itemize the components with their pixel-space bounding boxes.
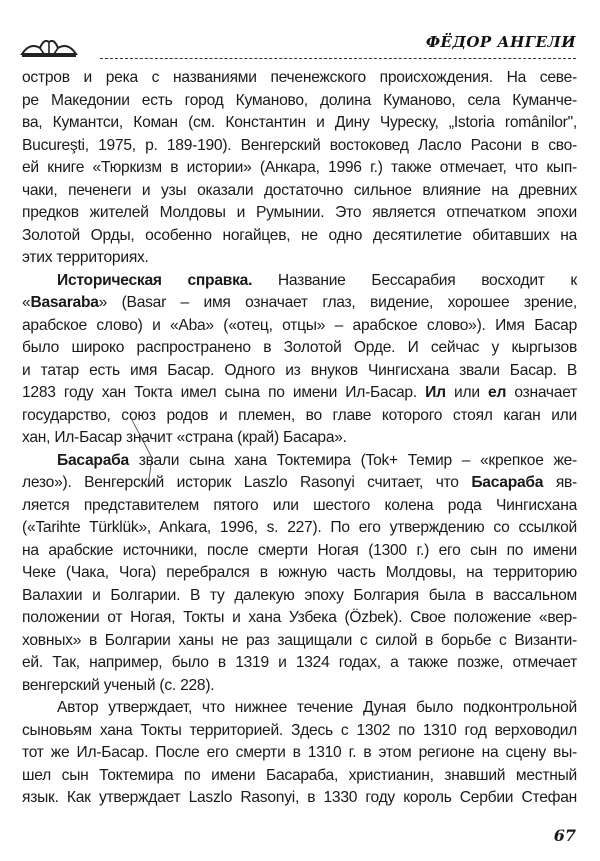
text-segment: 1283 году хан Токта имел сына по имени Ил-Басар. xyxy=(22,384,426,401)
text-segment: остров и река с названиями печенежского происхождения. На севе- xyxy=(22,69,577,86)
text-segment: язык. Как утверждает Laszlo Rasonyi, в 1330 году король Сербии Стефан xyxy=(22,789,577,806)
text-segment: » (Basar – имя означает глаз, видение, хорошее зрение, xyxy=(98,294,577,311)
text-line xyxy=(22,697,577,720)
text-line xyxy=(22,157,577,180)
text-segment: на арабские источники, после смерти Ногая (1300 г.) его сын по имени xyxy=(22,541,577,559)
text-line xyxy=(22,337,577,360)
text-line xyxy=(22,405,577,428)
text-segment: хан, Ил-Басар значит «страна (край) Басара». xyxy=(22,429,347,446)
bold-term: Басараба xyxy=(57,451,129,469)
text-line xyxy=(22,765,577,788)
text-segment: предков жителей Молдовы и Румынии. Это является отпечатком эпохи xyxy=(22,204,577,221)
text-segment: ре Македонии есть город Куманово, долина Куманово, села Куманче- xyxy=(22,91,577,109)
text-segment: Название Бессарабия восходит к xyxy=(252,271,577,289)
bold-term: Basaraba xyxy=(30,294,99,311)
text-line xyxy=(22,67,577,90)
text-segment: ляется представителем пятого или шестого колена рода Чингисхана xyxy=(22,496,577,514)
text-line xyxy=(22,270,577,293)
text-segment: государство, союз родов и племен, во главе которого стоял каган или xyxy=(22,406,577,424)
text-line xyxy=(22,585,577,608)
text-line xyxy=(22,495,577,518)
text-segment: « xyxy=(22,294,31,311)
text-segment: Золотой Орды, особенно ногайцев, не одно десятилетие обитавших на xyxy=(22,226,577,244)
running-header-author: ФЁДОР АНГЕЛИ xyxy=(425,33,576,51)
text-segment: Автор утверждает, что нижнее течение Дуная было подконтрольной xyxy=(57,699,577,716)
text-line xyxy=(22,180,577,203)
text-segment: этих территориях. xyxy=(22,249,149,266)
text-segment: звали сына хана Токтемира (Tok+ Темир – «крепкое же- xyxy=(128,451,577,469)
text-line xyxy=(22,607,577,630)
text-segment: было широко распространено в Золотой Орде. И сейчас у кыргызов xyxy=(22,339,577,356)
header-ornament-icon xyxy=(20,36,78,58)
page-number: 67 xyxy=(553,826,576,845)
text-line xyxy=(22,225,577,248)
bold-term: Ил xyxy=(425,384,446,401)
text-segment: Bucureşti, 1975, p. 189-190). Венгерский востоковед Ласло Расони в сво- xyxy=(22,136,577,154)
text-segment: шел сын Токтемира по имени Басараба, христианин, знавший местный xyxy=(22,766,577,784)
text-segment: ей книге «Тюркизм в истории» (Анкара, 1996 г.) также отмечает, что кып- xyxy=(22,159,577,176)
text-segment: или xyxy=(445,384,489,401)
text-line xyxy=(22,540,577,563)
text-line xyxy=(22,315,577,338)
text-segment: ва, Кумантси, Коман (см. Константин и Дину Чуреску, „Istoria românilor", xyxy=(22,114,577,131)
text-segment: арабское слово) и «Aba» («отец, отцы» – арабское слово»). Имя Басар xyxy=(22,316,577,334)
text-line xyxy=(22,382,577,405)
text-line xyxy=(22,450,577,473)
text-segment: ховных» в Болгарии ханы не раз защищали с силой в борьбе с Византи- xyxy=(22,631,577,649)
text-segment: положении от Ногая, Токты и хана Узбека (Özbek). Свое положение «вер- xyxy=(22,609,577,626)
text-segment: и татар есть имя Басар. Одного из внуков Чингисхана звали Басар. В xyxy=(22,361,577,379)
text-segment: сыновьям хана Токты территорией. Здесь с 1302 по 1310 год верховодил xyxy=(22,721,577,739)
pen-mark xyxy=(130,418,170,488)
text-segment: яв- xyxy=(543,474,577,491)
text-line xyxy=(22,90,577,113)
text-line xyxy=(22,135,577,158)
text-segment: Валахии и Болгарии. В ту далекую эпоху Болгария была в вассальном xyxy=(22,586,577,604)
text-line xyxy=(22,112,577,135)
text-line xyxy=(22,247,577,270)
text-segment: Чеке (Чака, Чога) перебрался в южную часть Молдовы, на территорию xyxy=(22,564,577,581)
body-text xyxy=(22,67,577,810)
text-segment: лезо»). Венгерский историк Laszlo Rasonyi считает, что xyxy=(22,474,472,491)
text-line xyxy=(22,652,577,675)
bold-term: ел xyxy=(488,384,507,401)
text-line xyxy=(22,292,577,315)
text-line xyxy=(22,742,577,765)
bold-term: Басараба xyxy=(471,474,544,491)
text-line xyxy=(22,517,577,540)
text-segment: ей. Так, например, было в 1319 и 1324 годах, а также позже, отмечает xyxy=(22,654,577,671)
text-segment: чаки, печенеги и узы оказали достаточно сильное влияние на древних xyxy=(22,181,577,199)
text-line xyxy=(22,720,577,743)
text-line xyxy=(22,202,577,225)
text-line xyxy=(22,562,577,585)
text-line xyxy=(22,675,577,698)
text-line xyxy=(22,630,577,653)
text-line xyxy=(22,360,577,383)
text-segment: тот же Ил-Басар. После его смерти в 1310 г. в этом регионе на сцену вы- xyxy=(22,744,577,761)
text-line xyxy=(22,427,577,450)
text-line xyxy=(22,787,577,810)
text-segment: («Tarihte Türklük», Ankara, 1996, s. 227). По его утверждению со ссылкой xyxy=(22,519,577,536)
text-line xyxy=(22,472,577,495)
text-segment: венгерский ученый (с. 228). xyxy=(22,676,215,694)
text-segment: означает xyxy=(506,384,577,401)
header-rule xyxy=(100,58,576,59)
bold-term: Историческая справка. xyxy=(57,271,253,289)
